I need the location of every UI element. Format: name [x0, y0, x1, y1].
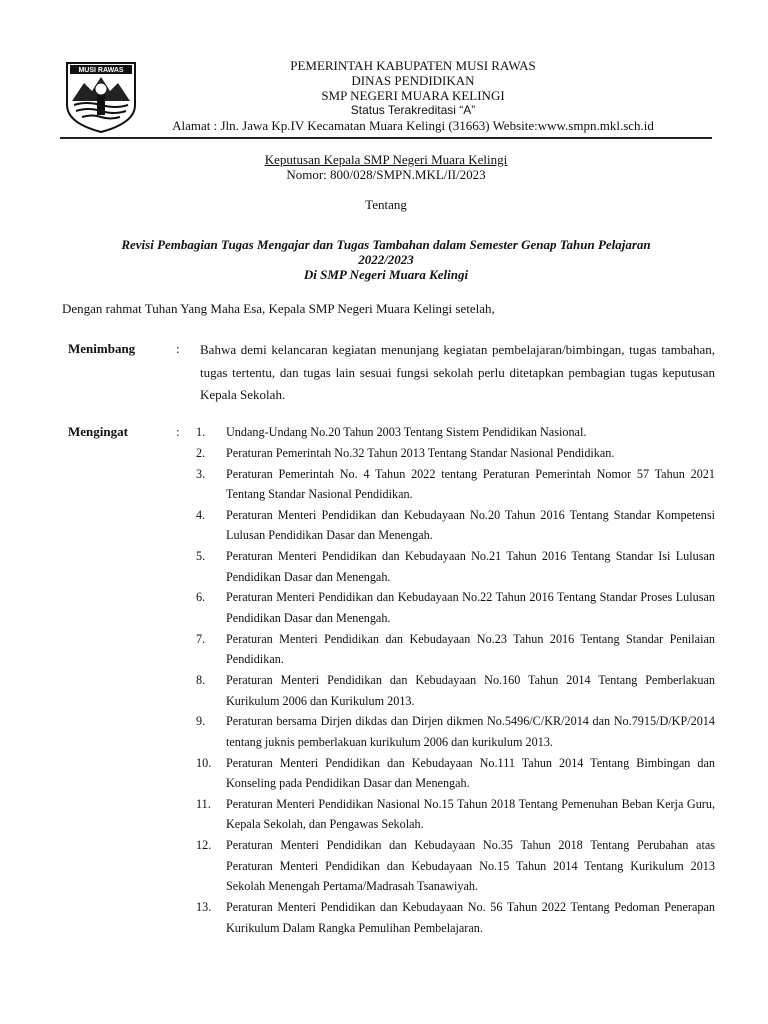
- list-item-number: 9.: [196, 714, 206, 729]
- list-item-text: Peraturan bersama Dirjen dikdas dan Dirjen dikmen No.5496/C/KR/2014 dan No.7915/D/KP/2014 tentang juknis pemberlakuan kurikulum 2006 dan kurikulum 2013.: [226, 714, 715, 749]
- mengingat-list: [196, 422, 715, 938]
- subject-line-3: Di SMP Negeri Muara Kelingi: [303, 267, 469, 282]
- list-item-text: Peraturan Menteri Pendidikan dan Kebudayaan No.23 Tahun 2016 Tentang Standar Penilaian Pendidikan.: [226, 631, 715, 667]
- menimbang-label: Menimbang: [68, 341, 136, 356]
- list-item-number: 10.: [196, 755, 212, 770]
- subject-line-2: 2022/2023: [358, 252, 414, 267]
- list-item: [196, 670, 715, 711]
- decree-title: Keputusan Kepala SMP Negeri Muara Kelingi: [264, 152, 508, 167]
- accreditation-status: Status Terakreditasi “A”: [350, 103, 476, 117]
- list-item-number: 6.: [196, 590, 206, 605]
- logo-text: MUSI RAWAS: [78, 67, 124, 74]
- list-item: [196, 794, 715, 835]
- list-item: [196, 629, 715, 670]
- list-item-number: 11.: [196, 796, 211, 811]
- list-item: [196, 505, 715, 546]
- list-item: [196, 753, 715, 794]
- subject-line-1: Revisi Pembagian Tugas Mengajar dan Tugas Tambahan dalam Semester Genap Tahun Pelajaran: [121, 237, 651, 252]
- list-item: [196, 464, 715, 505]
- list-item-text: Peraturan Pemerintah No. 4 Tahun 2022 tentang Peraturan Pemerintah Nomor 57 Tahun 2021 Tentang Standar Nasional Pendidikan.: [226, 466, 715, 502]
- menimbang-colon: :: [176, 341, 180, 356]
- list-item-number: 8.: [196, 673, 206, 688]
- list-item-number: 1.: [196, 425, 206, 439]
- list-item-number: 7.: [196, 631, 206, 646]
- list-item: [196, 546, 715, 587]
- list-item: [196, 897, 715, 938]
- list-item-text: Undang-Undang No.20 Tahun 2003 Tentang Sistem Pendidikan Nasional.: [226, 425, 587, 439]
- list-item-number: 13.: [196, 900, 212, 915]
- list-item-number: 12.: [196, 838, 212, 853]
- list-item: [196, 587, 715, 628]
- government-name: PEMERINTAH KABUPATEN MUSI RAWAS: [290, 58, 536, 73]
- list-item-text: Peraturan Menteri Pendidikan dan Kebudayaan No.20 Tahun 2016 Tentang Standar Kompetensi Lulusan Pendidikan Dasar dan Menengah.: [226, 507, 715, 543]
- list-item-text: Peraturan Menteri Pendidikan Nasional No.15 Tahun 2018 Tentang Pemenuhan Beban Kerja Guru, Kepala Sekolah, dan Pengawas Sekolah.: [226, 796, 715, 832]
- list-item-text: Peraturan Menteri Pendidikan dan Kebudayaan No. 56 Tahun 2022 Tentang Pedoman Penerapan Kurikulum Dalam Rangka Pemulihan Pembelajaran.: [226, 900, 715, 935]
- mengingat-label: Mengingat: [68, 424, 128, 439]
- list-item: [196, 835, 715, 897]
- decree-subject: [60, 237, 712, 282]
- decree-about: Tentang: [365, 197, 407, 212]
- list-item-text: Peraturan Pemerintah No.32 Tahun 2013 Tentang Standar Nasional Pendidikan.: [226, 445, 615, 460]
- list-item: [196, 711, 715, 752]
- list-item-text: Peraturan Menteri Pendidikan dan Kebudayaan No.111 Tahun 2014 Tentang Bimbingan dan Konseling pada Pendidikan Dasar dan Menengah.: [226, 755, 715, 791]
- list-item-text: Peraturan Menteri Pendidikan dan Kebudayaan No.35 Tahun 2018 Tentang Perubahan atas Peraturan Menteri Pendidikan dan Kebudayaan No.15 Tahun 2014 Tentang Kurikulum 2013 Sekolah Menengah Pertama/Madrasah Tsanawiyah.: [226, 838, 715, 894]
- list-item-text: Peraturan Menteri Pendidikan dan Kebudayaan No.160 Tahun 2014 Tentang Pemberlakuan Kurikulum 2006 dan Kurikulum 2013.: [226, 673, 715, 708]
- list-item-text: Peraturan Menteri Pendidikan dan Kebudayaan No.21 Tahun 2016 Tentang Standar Isi Lulusan Pendidikan Dasar dan Menengah.: [226, 549, 715, 584]
- list-item: [196, 443, 715, 464]
- decree-number: Nomor: 800/028/SMPN.MKL/II/2023: [286, 167, 486, 182]
- list-item-number: 2.: [196, 445, 206, 460]
- school-address: Alamat : Jln. Jawa Kp.IV Kecamatan Muara Kelingi (31663) Website:www.smpn.mkl.sch.id: [172, 118, 654, 133]
- department-name: DINAS PENDIDIKAN: [351, 73, 475, 88]
- list-item-number: 5.: [196, 549, 206, 564]
- letterhead: [0, 58, 768, 133]
- list-item-text: Peraturan Menteri Pendidikan dan Kebudayaan No.22 Tahun 2016 Tentang Standar Proses Lulusan Pendidikan Dasar dan Menengah.: [226, 590, 715, 625]
- school-name: SMP NEGERI MUARA KELINGI: [321, 88, 505, 103]
- list-item-number: 3.: [196, 466, 206, 481]
- intro-text: Dengan rahmat Tuhan Yang Maha Esa, Kepala SMP Negeri Muara Kelingi setelah,: [62, 301, 495, 316]
- list-item-number: 4.: [196, 507, 206, 522]
- mengingat-colon: :: [176, 424, 180, 439]
- menimbang-text: Bahwa demi kelancaran kegiatan menunjang kegiatan pembelajaran/bimbingan, tugas tambahan, tugas tertentu, dan tugas lain sesuai fungsi sekolah perlu ditetapkan pembagian tugas keputusan Kepala Sekolah.: [200, 342, 715, 402]
- list-item: [196, 422, 715, 443]
- letterhead-divider: [60, 137, 712, 139]
